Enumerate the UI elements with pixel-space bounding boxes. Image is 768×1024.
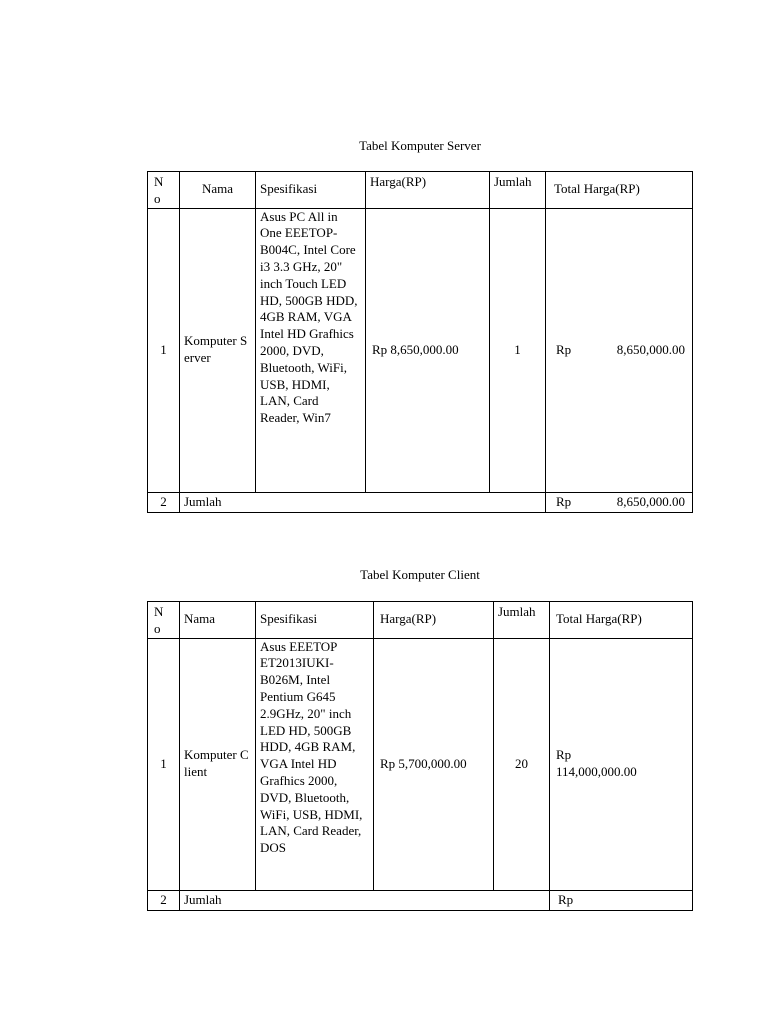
- header-jumlah: Jumlah: [490, 172, 546, 209]
- cell-no: 1: [148, 638, 180, 890]
- header-total: Total Harga(RP): [546, 172, 693, 209]
- server-table-title: Tabel Komputer Server: [359, 138, 481, 153]
- footer-no: 2: [148, 492, 180, 512]
- header-no: No: [148, 602, 180, 639]
- cell-harga: Rp 5,700,000.00: [374, 638, 494, 890]
- table-row: [148, 638, 693, 890]
- total-value: 8,650,000.00: [616, 341, 685, 357]
- header-nama: Nama: [180, 602, 256, 639]
- header-harga: Harga(RP): [374, 602, 494, 639]
- cell-harga: Rp 8,650,000.00: [366, 208, 490, 492]
- cell-total: Rp 114,000,000.00: [550, 638, 693, 890]
- client-table: [147, 601, 693, 911]
- cell-nama: Komputer Server: [180, 208, 256, 492]
- header-spesifikasi: Spesifikasi: [256, 602, 374, 639]
- total-currency: Rp: [556, 341, 572, 357]
- footer-total: [546, 492, 693, 512]
- header-total: Total Harga(RP): [550, 602, 693, 639]
- cell-jumlah: 20: [494, 638, 550, 890]
- footer-value: 8,650,000.00: [616, 493, 685, 509]
- server-table: [147, 171, 693, 513]
- client-table-title: Tabel Komputer Client: [360, 567, 480, 582]
- table-row: [148, 208, 693, 492]
- header-harga: Harga(RP): [366, 172, 490, 209]
- header-no: No: [148, 172, 180, 209]
- table-footer-row: [148, 890, 693, 910]
- cell-spesifikasi: Asus PC All in One EEETOP-B004C, Intel Core i3 3.3 GHz, 20" inch Touch LED HD, 500GB HDD, 4GB RAM, VGA Intel HD Grafhics 2000, DVD, Bluetooth, WiFi, USB, HDMI, LAN, Card Reader, Win7: [256, 208, 366, 492]
- cell-no: 1: [148, 208, 180, 492]
- footer-no: 2: [148, 890, 180, 910]
- footer-label: Jumlah: [180, 492, 546, 512]
- footer-total: Rp: [550, 890, 693, 910]
- table-header-row: [148, 602, 693, 639]
- header-spesifikasi: Spesifikasi: [256, 172, 366, 209]
- table-header-row: [148, 172, 693, 209]
- cell-spesifikasi: Asus EEETOP ET2013IUKI-B026M, Intel Pentium G645 2.9GHz, 20" inch LED HD, 500GB HDD, 4GB RAM, VGA Intel HD Grafhics 2000, DVD, Bluetooth, WiFi, USB, HDMI, LAN, Card Reader, DOS: [256, 638, 374, 890]
- cell-jumlah: 1: [490, 208, 546, 492]
- footer-currency: Rp: [556, 493, 572, 509]
- cell-total: [546, 208, 693, 492]
- table-footer-row: [148, 492, 693, 512]
- cell-nama: Komputer Client: [180, 638, 256, 890]
- header-nama: Nama: [180, 172, 256, 209]
- header-jumlah: Jumlah: [494, 602, 550, 639]
- footer-label: Jumlah: [180, 890, 550, 910]
